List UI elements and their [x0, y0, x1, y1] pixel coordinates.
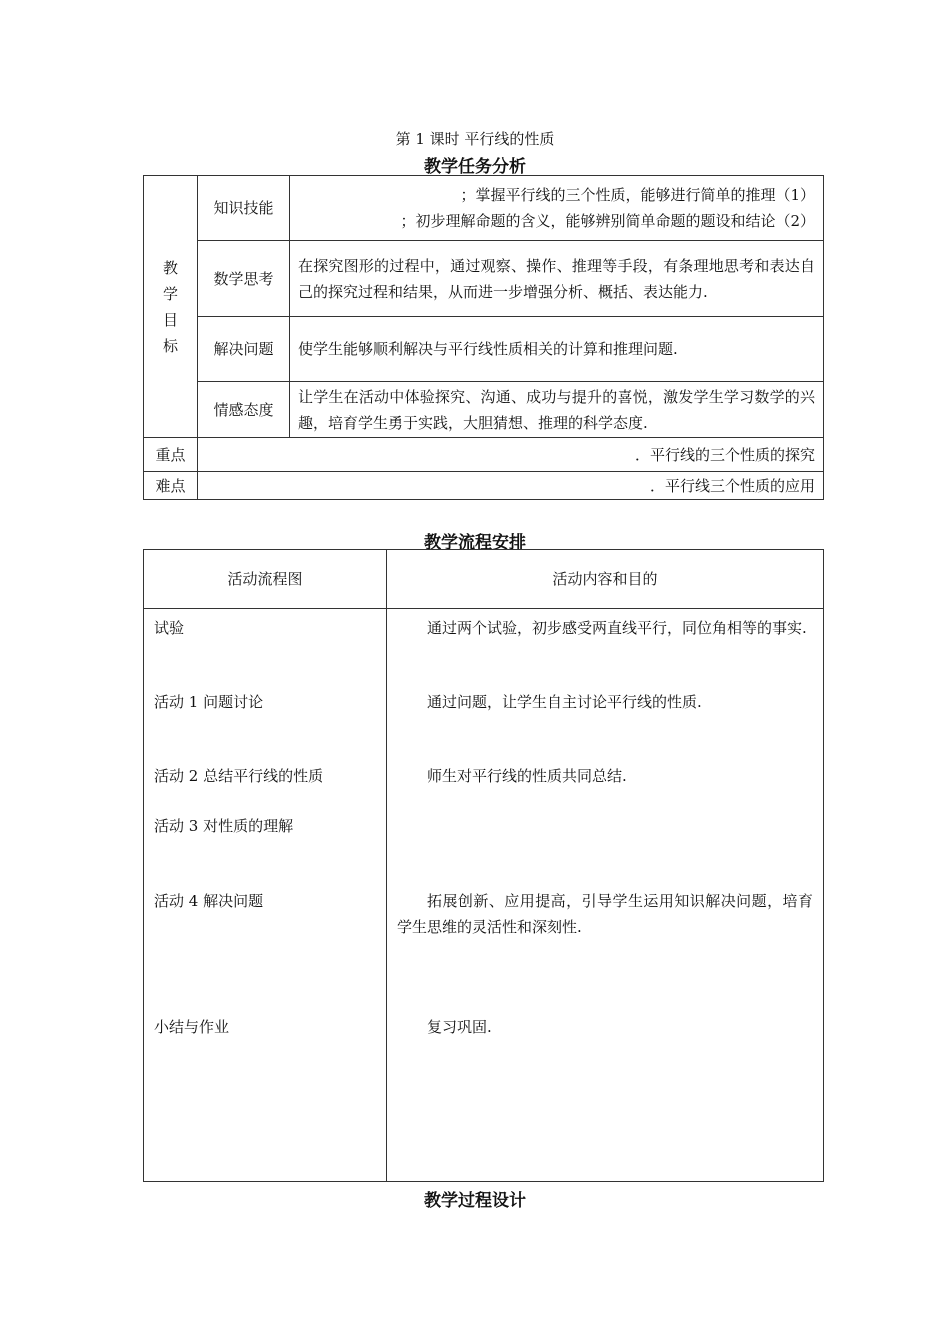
lesson-title: 第 1 课时 平行线的性质 [395, 130, 555, 148]
task-analysis-table [143, 175, 824, 500]
activity-name: 小结与作业 [154, 1018, 230, 1036]
category-math-thinking: 数学思考 [198, 241, 290, 317]
activity-name: 活动 4 解决问题 [154, 892, 264, 910]
task-analysis-heading: 教学任务分析 [424, 157, 526, 177]
goal-row-thinking [144, 241, 824, 317]
activity-content: 复习巩固. [427, 1018, 492, 1036]
flow-arrangement-heading: 教学流程安排 [424, 533, 526, 553]
key-point-content: ．平行线的三个性质的探究 [198, 438, 824, 472]
goals-char: 学 [162, 284, 178, 303]
category-knowledge-skills: 知识技能 [198, 176, 290, 241]
process-design-heading: 教学过程设计 [424, 1191, 526, 1211]
activity-name: 活动 2 总结平行线的性质 [154, 767, 324, 785]
difficult-point-row [144, 472, 824, 500]
math-thinking-content: 在探究图形的过程中，通过观察、操作、推理等手段，有条理地思考和表达自己的探究过程和结果，从而进一步增强分析、概括、表达能力. [290, 241, 824, 317]
goals-char: 目 [162, 310, 178, 329]
flow-header-row [144, 550, 824, 609]
category-attitude: 情感态度 [198, 382, 290, 438]
activity-content: 师生对平行线的性质共同总结. [427, 767, 627, 785]
activity-content: 拓展创新、应用提高，引导学生运用知识解决问题，培育学生思维的灵活性和深刻性. [397, 892, 813, 936]
activity-content-column [387, 609, 824, 1182]
flow-chart-column [144, 609, 387, 1182]
attitude-content: 让学生在活动中体验探究、沟通、成功与提升的喜悦，激发学生学习数学的兴趣，培育学生勇于实践，大胆猜想、推理的科学态度. [290, 382, 824, 438]
activity-name: 活动 3 对性质的理解 [154, 817, 294, 835]
goal-row-attitude [144, 382, 824, 438]
activity-name: 活动 1 问题讨论 [154, 693, 264, 711]
problem-solving-content: 使学生能够顺利解决与平行线性质相关的计算和推理问题. [290, 317, 824, 382]
knowledge-line: ；初步理解命题的含义，能够辨别简单命题的题设和结论（2） [400, 212, 815, 230]
key-point-row [144, 438, 824, 472]
difficult-point-label: 难点 [144, 472, 198, 500]
difficult-point-content: ．平行线三个性质的应用 [198, 472, 824, 500]
flow-table [143, 549, 824, 1182]
knowledge-skills-content [290, 176, 824, 241]
knowledge-line: ；掌握平行线的三个性质，能够进行简单的推理（1） [460, 186, 815, 204]
goals-char: 教 [162, 258, 178, 277]
activity-name: 试验 [154, 619, 185, 637]
goal-row-problem-solving [144, 317, 824, 382]
activity-content: 通过两个试验，初步感受两直线平行，同位角相等的事实. [427, 619, 807, 637]
activity-content-header: 活动内容和目的 [387, 550, 824, 609]
flow-chart-header: 活动流程图 [144, 550, 387, 609]
teaching-goals-label [144, 176, 198, 438]
category-problem-solving: 解决问题 [198, 317, 290, 382]
key-point-label: 重点 [144, 438, 198, 472]
goals-char: 标 [162, 336, 178, 355]
goal-row-knowledge [144, 176, 824, 241]
flow-body-row [144, 609, 824, 1182]
activity-content: 通过问题，让学生自主讨论平行线的性质. [427, 693, 702, 711]
